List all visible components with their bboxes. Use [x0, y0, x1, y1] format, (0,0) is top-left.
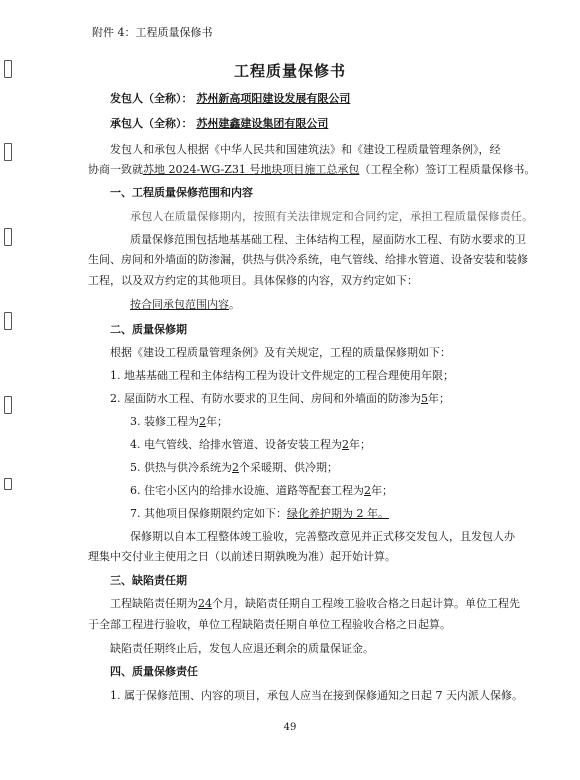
- page-number: 49: [283, 722, 297, 733]
- binder-hole: [4, 228, 12, 246]
- warranty-item-2: 2. 屋面防水工程、有防水要求的卫生间、房间和外墙面的防渗为5年；: [110, 392, 450, 405]
- document-title: 工程质量保修书: [233, 62, 346, 80]
- warranty-note-line1: 保修期以自本工程整体竣工验收，完善整改意见并正式移交发包人，且发包人办: [130, 530, 515, 543]
- section-1-p1: 承包人在质量保修期内，按照有关法律规定和合同约定，承担工程质量保修责任。: [130, 210, 534, 223]
- binder-hole: [4, 478, 12, 490]
- section-1-agreed: 按合同承包范围内容。: [130, 298, 240, 311]
- employer-name: 苏州新高项阳建设发展有限公司: [196, 92, 351, 105]
- employer-line: [110, 92, 350, 106]
- contractor-label: 承包人（全称）：: [110, 117, 193, 130]
- employer-label: 发包人（全称）：: [110, 92, 193, 105]
- project-name: 苏地 2024-WG-Z31 号地块项目施工总承包: [143, 163, 360, 176]
- warranty-item-7: 7. 其他项目保修期限约定如下：绿化养护期为 2 年。: [130, 507, 389, 520]
- section-3-p2: 缺陷责任期终止后，发包人应退还剩余的质量保证金。: [110, 642, 374, 655]
- warranty-item-6: 6. 住宅小区内的给排水设施、道路等配套工程为2年；: [130, 484, 393, 497]
- intro-line-2: 协商一致就苏地 2024-WG-Z31 号地块项目施工总承包（工程全称）签订工程质量保修书。: [88, 163, 536, 176]
- section-1-p2-line2: 生间、房间和外墙面的防渗漏，供热与供冷系统，电气管线、给排水管道、设备安装和装修: [88, 253, 528, 266]
- section-3-p1-line1: 工程缺陷责任期为24个月，缺陷责任期自工程竣工验收合格之日起计算。单位工程先: [110, 597, 520, 610]
- section-1-p2-line3: 工程，以及双方约定的其他项目。具体保修的内容，双方约定如下：: [88, 274, 418, 287]
- section-2-heading: 二、质量保修期: [110, 323, 187, 336]
- section-1-p2-line1: 质量保修范围包括地基基础工程、主体结构工程，屋面防水工程、有防水要求的卫: [130, 233, 526, 246]
- section-1-heading: 一、工程质量保修范围和内容: [110, 186, 253, 199]
- warranty-note-line2: 理集中交付业主使用之日（以前述日期孰晚为准）起开始计算。: [88, 550, 396, 563]
- section-2-intro: 根据《建设工程质量管理条例》及有关规定，工程的质量保修期如下：: [110, 346, 451, 359]
- binder-hole: [4, 396, 12, 414]
- section-4-item1: 1. 属于保修范围、内容的项目，承包人应当在接到保修通知之日起 7 天内派人保修。: [110, 689, 523, 702]
- warranty-item-3: 3. 装修工程为2年；: [130, 415, 228, 428]
- binder-hole: [4, 312, 12, 330]
- section-3-p1-line2: 于全部工程进行验收，单位工程缺陷责任期自单位工程验收合格之日起算。: [88, 618, 451, 631]
- contractor-line: [110, 117, 328, 131]
- section-4-heading: 四、质量保修责任: [110, 665, 198, 678]
- warranty-item-5: 5. 供热与供冷系统为2个采暖期、供冷期；: [130, 461, 338, 474]
- warranty-item-4: 4. 电气管线、给排水管道、设备安装工程为2年；: [130, 438, 371, 451]
- warranty-item-1: 1. 地基基础工程和主体结构工程为设计文件规定的工程合理使用年限；: [110, 369, 454, 382]
- contractor-name: 苏州建鑫建设集团有限公司: [196, 117, 329, 130]
- annex-label: 附件 4：工程质量保修书: [92, 26, 213, 39]
- intro-line-1: 发包人和承包人根据《中华人民共和国建筑法》和《建设工程质量管理条例》，经: [110, 143, 501, 156]
- binder-hole: [4, 143, 12, 161]
- section-3-heading: 三、缺陷责任期: [110, 574, 187, 587]
